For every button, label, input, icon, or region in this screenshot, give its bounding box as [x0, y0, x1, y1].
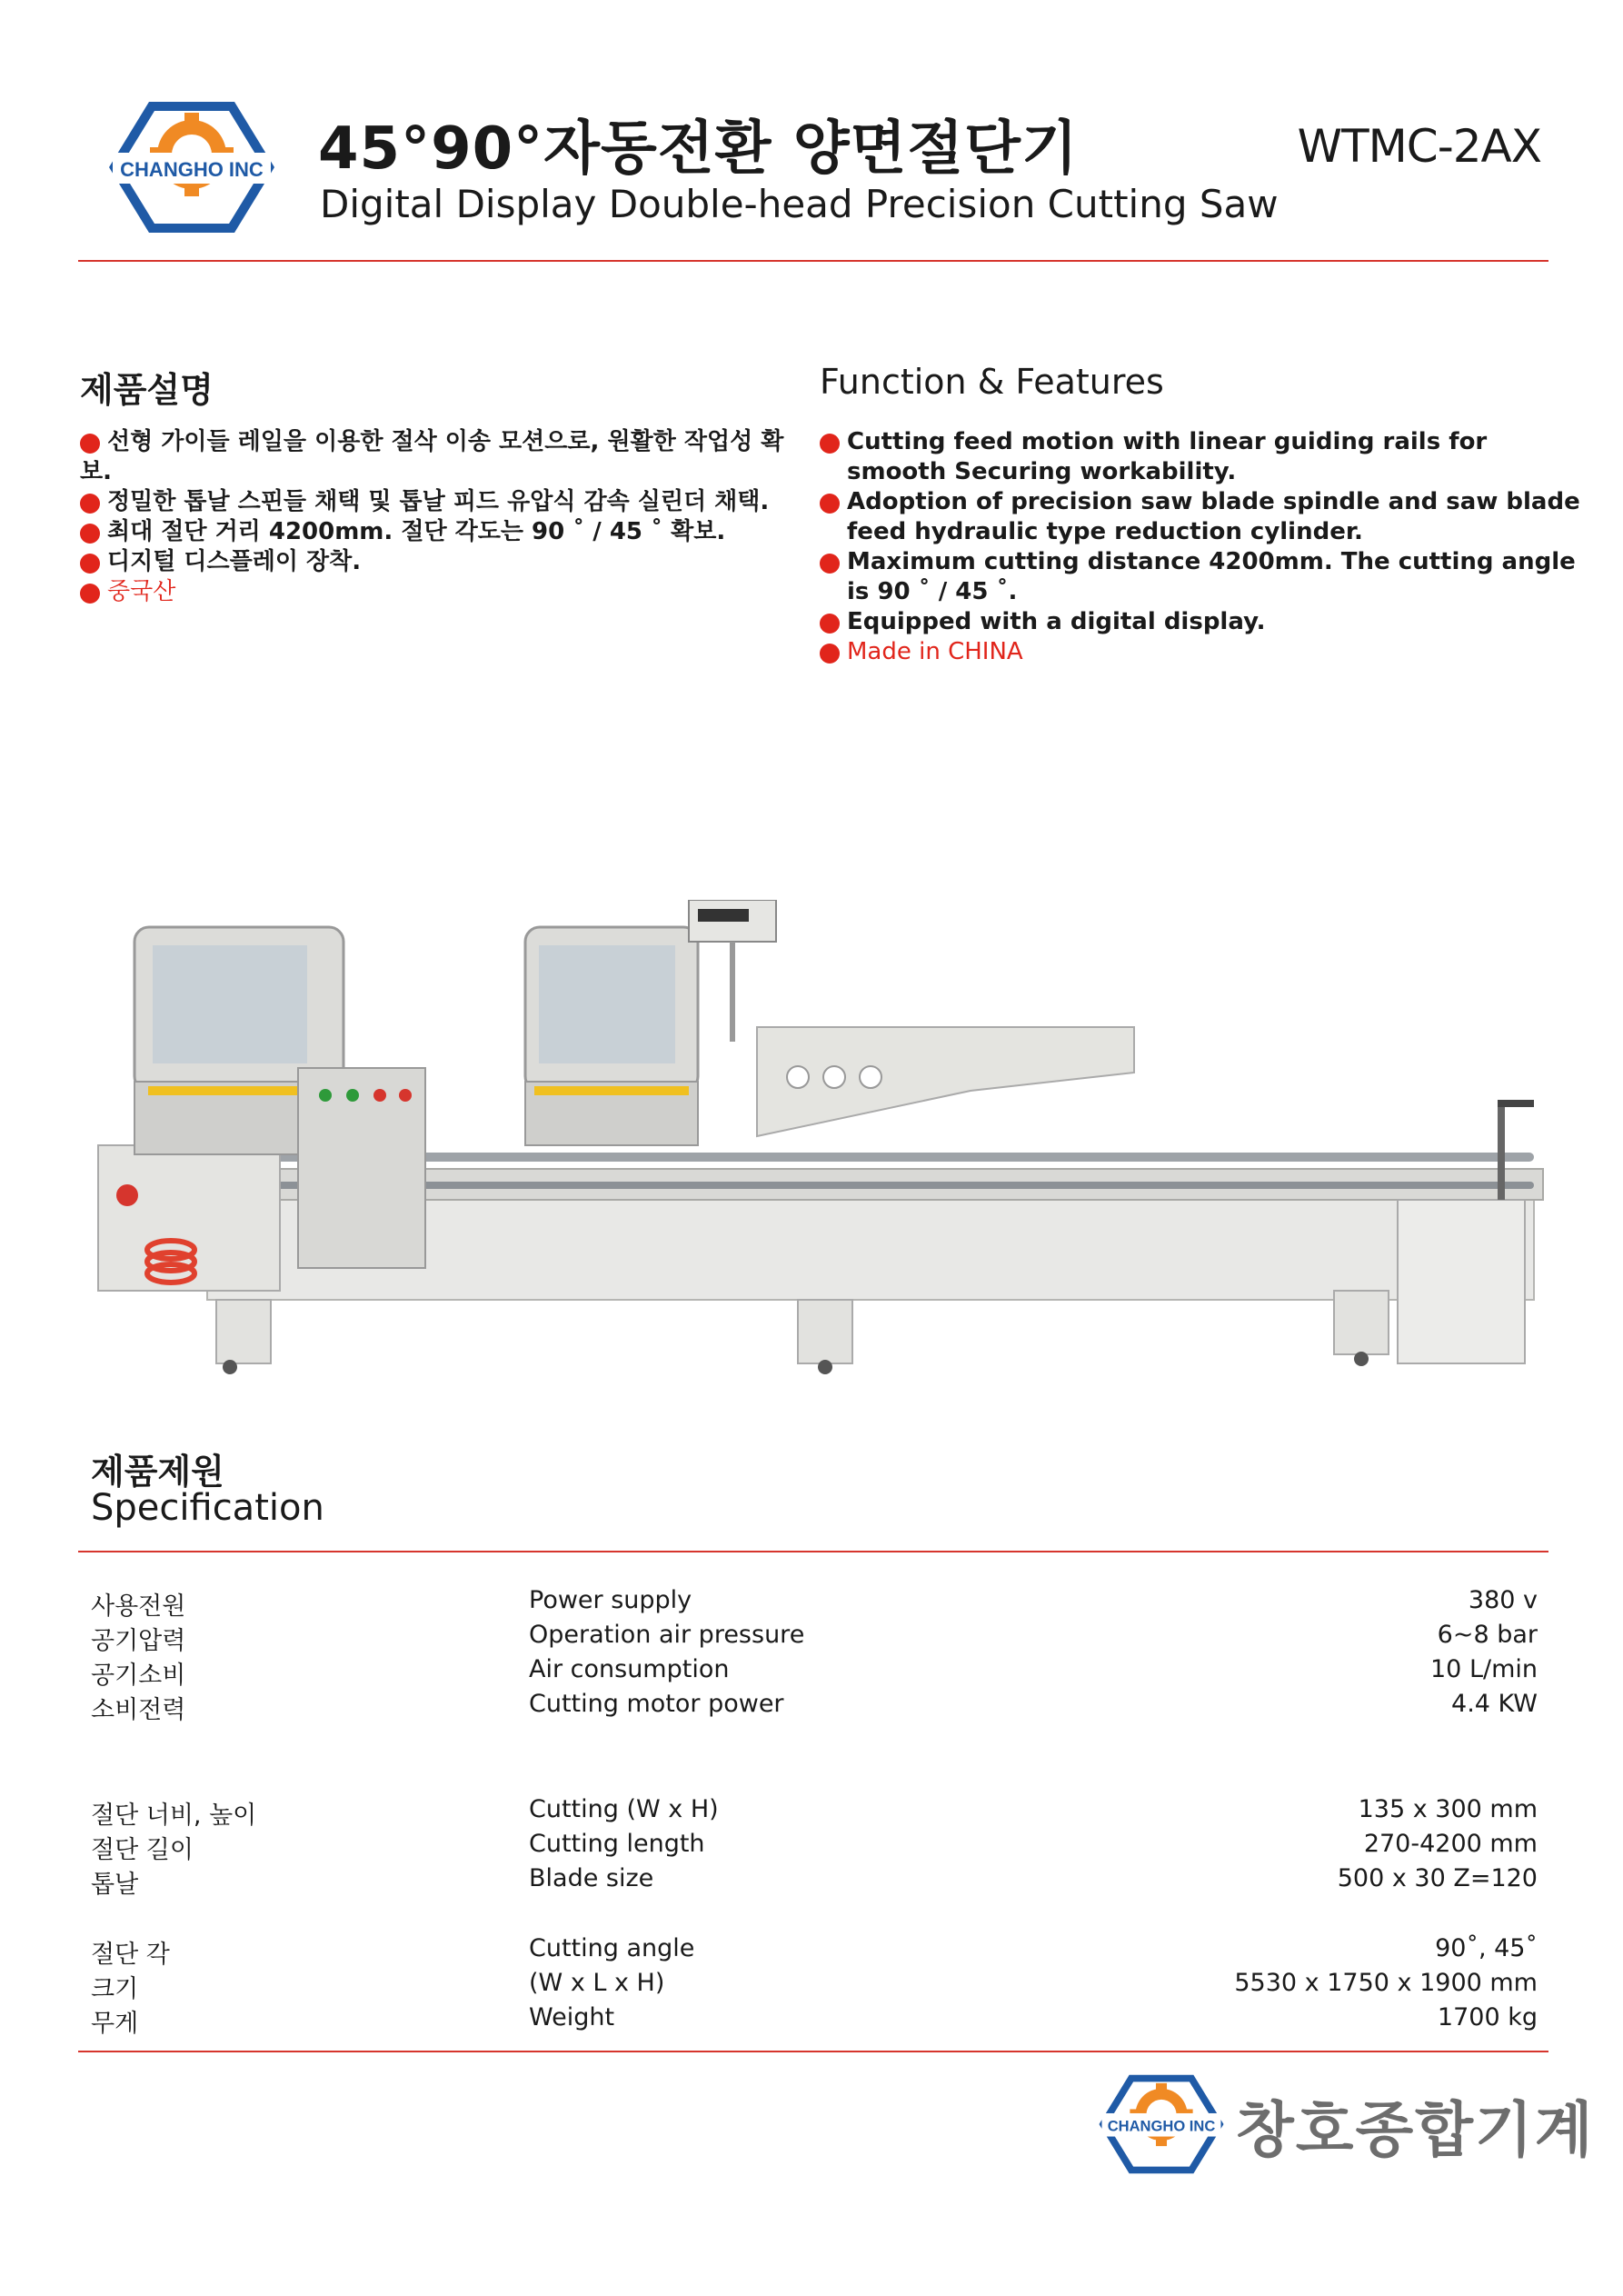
spec-label-ko: 사용전원 [91, 1592, 186, 1621]
brand-logo [107, 100, 276, 235]
model-number: WTMC-2AX [1297, 120, 1541, 173]
spec-label-en: Air consumption [529, 1655, 730, 1683]
spec-label-en: Cutting length [529, 1830, 705, 1858]
spec-label-ko: 절단 각 [91, 1941, 170, 1969]
feature-item: 정밀한 톱날 스핀들 채택 및 톱날 피드 유압식 감속 실린더 채택. [80, 487, 789, 517]
spec-label-en: Power supply [529, 1586, 692, 1614]
spec-label-en: (W x L x H) [529, 1969, 665, 1997]
description-heading-ko: 제품설명 [80, 370, 214, 410]
spec-row [91, 1621, 1538, 1655]
spec-label-ko: 절단 길이 [91, 1836, 194, 1864]
spec-label-en: Blade size [529, 1864, 654, 1892]
bullet-icon [820, 554, 840, 574]
spec-row [91, 1586, 1538, 1621]
spec-label-ko: 절단 너비, 높이 [91, 1802, 257, 1830]
spec-label-ko: 소비전력 [91, 1696, 186, 1724]
footer-logo [1098, 2072, 1225, 2176]
spec-row [91, 1655, 1538, 1690]
spec-row [91, 1934, 1538, 1969]
spec-heading-en: Specification [91, 1487, 324, 1529]
spec-heading-ko: 제품제원 [91, 1452, 224, 1492]
spec-label-ko: 톱날 [91, 1871, 139, 1899]
feature-item-origin: Made in CHINA [820, 637, 1592, 667]
spec-label-en: Cutting motor power [529, 1690, 784, 1718]
spec-value: 500 x 30 Z=120 [1337, 1864, 1538, 1892]
spec-row [91, 1795, 1538, 1830]
spec-label-ko: 크기 [91, 1975, 139, 2003]
spec-label-en: Cutting angle [529, 1934, 695, 1962]
spec-divider-bottom [78, 2051, 1548, 2052]
bullet-icon [80, 434, 100, 454]
feature-item: 디지털 디스플레이 장착. [80, 547, 789, 577]
feature-list-en [820, 427, 1592, 667]
spec-label-en: Operation air pressure [529, 1621, 805, 1649]
feature-item: 선형 가이들 레일을 이용한 절삭 이송 모션으로, 원활한 작업성 확보. [80, 428, 784, 485]
spec-value: 380 v [1468, 1586, 1538, 1614]
spec-row [91, 1830, 1538, 1864]
spec-value: 4.4 KW [1451, 1690, 1538, 1718]
footer-logo-text: CHANGHO INC [1107, 2117, 1216, 2135]
bullet-icon [820, 434, 840, 454]
bullet-icon [80, 494, 100, 514]
spec-label-ko: 무게 [91, 2010, 139, 2038]
description-heading-en: Function & Features [820, 362, 1164, 402]
spec-label-en: Cutting (W x H) [529, 1795, 719, 1823]
spec-value: 5530 x 1750 x 1900 mm [1234, 1969, 1538, 1997]
feature-item: Adoption of precision saw blade spindle and saw blade feed hydraulic type reduction cylinder. [820, 487, 1592, 547]
page-title: 45°90°자동전환 양면절단기 [318, 115, 1079, 183]
spec-label-en: Weight [529, 2003, 615, 2031]
spec-value: 135 x 300 mm [1358, 1795, 1538, 1823]
bullet-icon [80, 584, 100, 604]
bullet-icon [820, 644, 840, 664]
spec-row [91, 1969, 1538, 2003]
header-divider [78, 260, 1548, 262]
spec-value: 1700 kg [1437, 2003, 1538, 2031]
bullet-icon [820, 614, 840, 634]
feature-item-origin: 중국산 [80, 577, 789, 607]
spec-row [91, 1690, 1538, 1724]
spec-value: 270-4200 mm [1363, 1830, 1538, 1858]
feature-item: Maximum cutting distance 4200mm. The cutting angle is 90 ˚ / 45 ˚. [820, 547, 1592, 607]
spec-value: 90˚, 45˚ [1435, 1934, 1538, 1962]
spec-label-ko: 공기소비 [91, 1662, 186, 1690]
spec-value: 6~8 bar [1437, 1621, 1538, 1649]
product-photo [80, 900, 1552, 1382]
spec-value: 10 L/min [1430, 1655, 1538, 1683]
spec-label-ko: 공기압력 [91, 1627, 186, 1655]
feature-item: Cutting feed motion with linear guiding rails for smooth Securing workability. [820, 427, 1592, 487]
bullet-icon [80, 554, 100, 574]
bullet-icon [820, 494, 840, 514]
spec-row [91, 1864, 1538, 1899]
bullet-icon [80, 524, 100, 544]
feature-item: Equipped with a digital display. [820, 607, 1592, 637]
brand-logo-text: CHANGHO INC [120, 158, 264, 181]
spec-row [91, 2003, 1538, 2038]
spec-divider-top [78, 1551, 1548, 1552]
feature-list-ko [80, 427, 789, 607]
page-subtitle: Digital Display Double-head Precision Cutting Saw [320, 182, 1279, 226]
feature-item: 최대 절단 거리 4200mm. 절단 각도는 90 ˚ / 45 ˚ 확보. [80, 517, 789, 547]
company-name: 창호종합기계 [1236, 2095, 1595, 2165]
